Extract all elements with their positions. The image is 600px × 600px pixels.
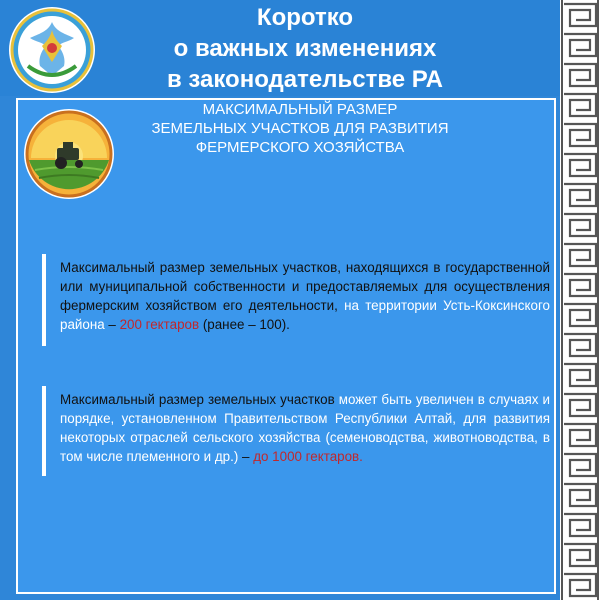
card-text: [60, 390, 550, 466]
card-text-segment: может быть увеличен в случаях и порядке, установленном Правительством Республики Алтай, для развития некоторых отраслей сельского хозяйства (семеноводства, животноводства, в том числе племенного и др.): [60, 392, 550, 464]
card-text-segment: (ранее – 100).: [199, 317, 290, 332]
card-text-segment: на территории Усть-Коксинского района: [60, 298, 550, 332]
card-text-segment: Максимальный размер земельных участков, находящихся в государственной или муниципальной собственности и предоставляемых для осуществления фермерским хозяйством его деятельности,: [60, 260, 550, 313]
card-text-segment: до 1000 гектаров.: [253, 449, 363, 464]
panel-title-line: ЗЕМЕЛЬНЫХ УЧАСТКОВ ДЛЯ РАЗВИТИЯ: [151, 120, 449, 137]
altai-republic-emblem-icon: [8, 6, 96, 94]
header-title-line: о важных изменениях: [173, 35, 437, 62]
meander-ornament-border: [560, 0, 600, 600]
card-accent-bar: [42, 254, 46, 346]
header-title: [110, 2, 500, 95]
panel-title: [130, 100, 470, 157]
card-text-segment: –: [104, 317, 120, 332]
card-text-segment: –: [238, 449, 254, 464]
card-accent-bar: [42, 386, 46, 476]
card-text-segment: Максимальный размер земельных участков: [60, 392, 339, 407]
card-text-segment: 200 гектаров: [119, 317, 200, 332]
panel-title-line: МАКСИМАЛЬНЫЙ РАЗМЕР: [202, 101, 398, 118]
card-text: [60, 258, 550, 334]
header-title-line: в законодательстве РА: [166, 66, 444, 93]
panel-title-line: ФЕРМЕРСКОГО ХОЗЯЙСТВА: [195, 139, 405, 156]
farm-tractor-sunrise-icon: [23, 108, 115, 200]
header-title-line: Коротко: [256, 4, 354, 31]
